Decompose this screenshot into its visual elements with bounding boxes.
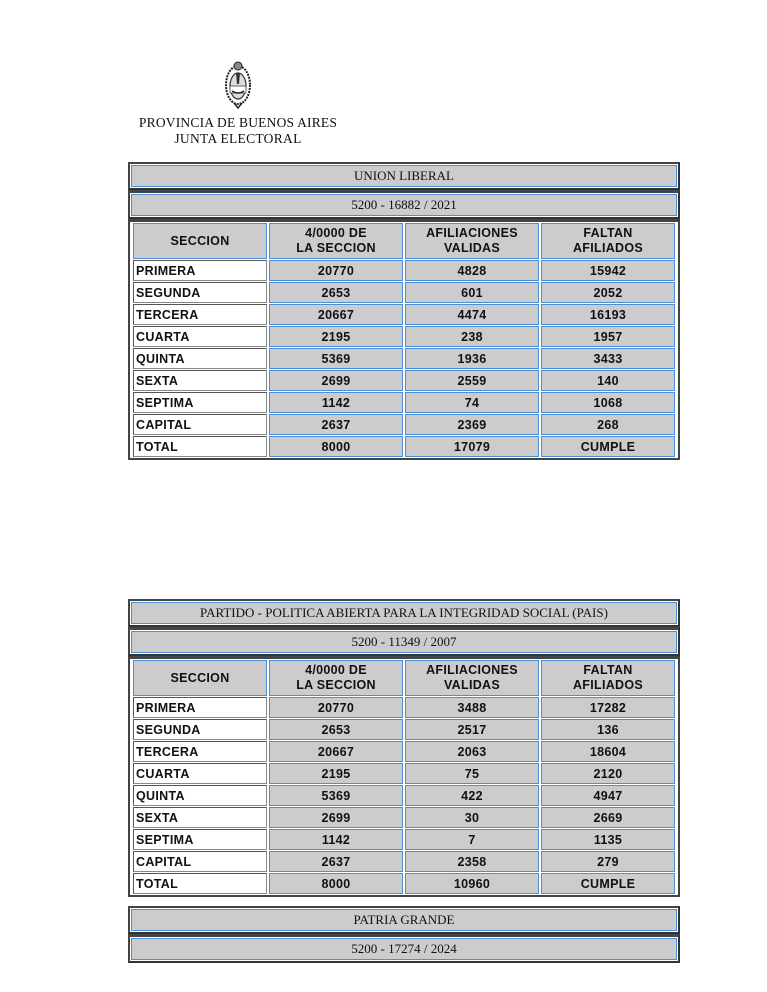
valid-cell: 2358 [405, 851, 539, 872]
valid-cell: 238 [405, 326, 539, 347]
missing-cell: 3433 [541, 348, 675, 369]
seccion-cell: CUARTA [133, 763, 267, 784]
table-row [133, 326, 675, 347]
missing-cell: 2120 [541, 763, 675, 784]
missing-cell: 279 [541, 851, 675, 872]
quota-cell: 1142 [269, 392, 403, 413]
missing-cell: 16193 [541, 304, 675, 325]
missing-cell: 268 [541, 414, 675, 435]
col-header-quota: 4/0000 DE LA SECCION [269, 223, 403, 259]
valid-cell: 422 [405, 785, 539, 806]
seccion-cell: PRIMERA [133, 260, 267, 281]
quota-cell: 2653 [269, 719, 403, 740]
quota-cell: 2699 [269, 370, 403, 391]
quota-cell: 1142 [269, 829, 403, 850]
table-row [133, 260, 675, 281]
seccion-cell: CAPITAL [133, 851, 267, 872]
col-header-seccion: SECCION [133, 223, 267, 259]
col-header-valid: AFILIACIONES VALIDAS [405, 223, 539, 259]
valid-cell: 4828 [405, 260, 539, 281]
party-name-bar [128, 906, 680, 934]
valid-cell: 17079 [405, 436, 539, 457]
affiliation-table [128, 219, 680, 460]
col-header-seccion: SECCION [133, 660, 267, 696]
seccion-cell: TOTAL [133, 873, 267, 894]
quota-cell: 20667 [269, 304, 403, 325]
table-row [133, 282, 675, 303]
quota-cell: 8000 [269, 436, 403, 457]
party-block-pais [128, 599, 680, 897]
coat-of-arms-icon [223, 57, 253, 109]
missing-cell: 4947 [541, 785, 675, 806]
party-name: UNION LIBERAL [131, 165, 677, 187]
seccion-cell: SEPTIMA [133, 829, 267, 850]
table-row [133, 414, 675, 435]
missing-cell: 2669 [541, 807, 675, 828]
file-number-bar [128, 190, 680, 219]
valid-cell: 10960 [405, 873, 539, 894]
party-name: PATRIA GRANDE [131, 909, 677, 931]
valid-cell: 2517 [405, 719, 539, 740]
valid-cell: 75 [405, 763, 539, 784]
quota-cell: 8000 [269, 873, 403, 894]
file-number: 5200 - 11349 / 2007 [131, 631, 677, 653]
valid-cell: 2369 [405, 414, 539, 435]
quota-cell: 2653 [269, 282, 403, 303]
province-title: PROVINCIA DE BUENOS AIRES [138, 115, 338, 130]
col-header-missing: FALTAN AFILIADOS [541, 223, 675, 259]
missing-cell: 17282 [541, 697, 675, 718]
table-row [133, 785, 675, 806]
valid-cell: 601 [405, 282, 539, 303]
file-number: 5200 - 17274 / 2024 [131, 938, 677, 960]
table-row [133, 807, 675, 828]
valid-cell: 4474 [405, 304, 539, 325]
missing-cell: 140 [541, 370, 675, 391]
quota-cell: 2637 [269, 851, 403, 872]
table-row [133, 851, 675, 872]
seccion-cell: SEPTIMA [133, 392, 267, 413]
valid-cell: 30 [405, 807, 539, 828]
board-subtitle: JUNTA ELECTORAL [174, 131, 302, 146]
seccion-cell: SEXTA [133, 370, 267, 391]
party-block-patria-grande [128, 906, 680, 963]
table-row [133, 873, 675, 894]
valid-cell: 7 [405, 829, 539, 850]
seccion-cell: SEGUNDA [133, 282, 267, 303]
quota-cell: 2699 [269, 807, 403, 828]
missing-cell: CUMPLE [541, 873, 675, 894]
seccion-cell: CAPITAL [133, 414, 267, 435]
table-row [133, 370, 675, 391]
file-number-bar [128, 627, 680, 656]
party-block-union-liberal [128, 162, 680, 460]
missing-cell: 136 [541, 719, 675, 740]
quota-cell: 5369 [269, 785, 403, 806]
missing-cell: 15942 [541, 260, 675, 281]
seccion-cell: TERCERA [133, 304, 267, 325]
quota-cell: 20770 [269, 260, 403, 281]
col-header-quota: 4/0000 DE LA SECCION [269, 660, 403, 696]
quota-cell: 20770 [269, 697, 403, 718]
valid-cell: 2559 [405, 370, 539, 391]
seccion-cell: CUARTA [133, 326, 267, 347]
table-row [133, 436, 675, 457]
party-name: PARTIDO - POLITICA ABIERTA PARA LA INTEGRIDAD SOCIAL (PAIS) [131, 602, 677, 624]
table-row [133, 719, 675, 740]
valid-cell: 74 [405, 392, 539, 413]
quota-cell: 2195 [269, 326, 403, 347]
table-row [133, 697, 675, 718]
seccion-cell: PRIMERA [133, 697, 267, 718]
missing-cell: 1068 [541, 392, 675, 413]
document-header [128, 57, 348, 147]
file-number-bar [128, 934, 680, 963]
seccion-cell: SEXTA [133, 807, 267, 828]
quota-cell: 2195 [269, 763, 403, 784]
seccion-cell: QUINTA [133, 348, 267, 369]
missing-cell: 18604 [541, 741, 675, 762]
file-number: 5200 - 16882 / 2021 [131, 194, 677, 216]
seccion-cell: TOTAL [133, 436, 267, 457]
table-row [133, 741, 675, 762]
missing-cell: 1957 [541, 326, 675, 347]
table-header-row [133, 660, 675, 696]
quota-cell: 20667 [269, 741, 403, 762]
table-header-row [133, 223, 675, 259]
valid-cell: 3488 [405, 697, 539, 718]
table-row [133, 392, 675, 413]
missing-cell: 1135 [541, 829, 675, 850]
seccion-cell: SEGUNDA [133, 719, 267, 740]
missing-cell: 2052 [541, 282, 675, 303]
seccion-cell: TERCERA [133, 741, 267, 762]
table-row [133, 763, 675, 784]
missing-cell: CUMPLE [541, 436, 675, 457]
table-row [133, 348, 675, 369]
party-name-bar [128, 599, 680, 627]
col-header-missing: FALTAN AFILIADOS [541, 660, 675, 696]
seccion-cell: QUINTA [133, 785, 267, 806]
valid-cell: 1936 [405, 348, 539, 369]
affiliation-table [128, 656, 680, 897]
quota-cell: 5369 [269, 348, 403, 369]
table-row [133, 304, 675, 325]
table-row [133, 829, 675, 850]
quota-cell: 2637 [269, 414, 403, 435]
col-header-valid: AFILIACIONES VALIDAS [405, 660, 539, 696]
valid-cell: 2063 [405, 741, 539, 762]
party-name-bar [128, 162, 680, 190]
